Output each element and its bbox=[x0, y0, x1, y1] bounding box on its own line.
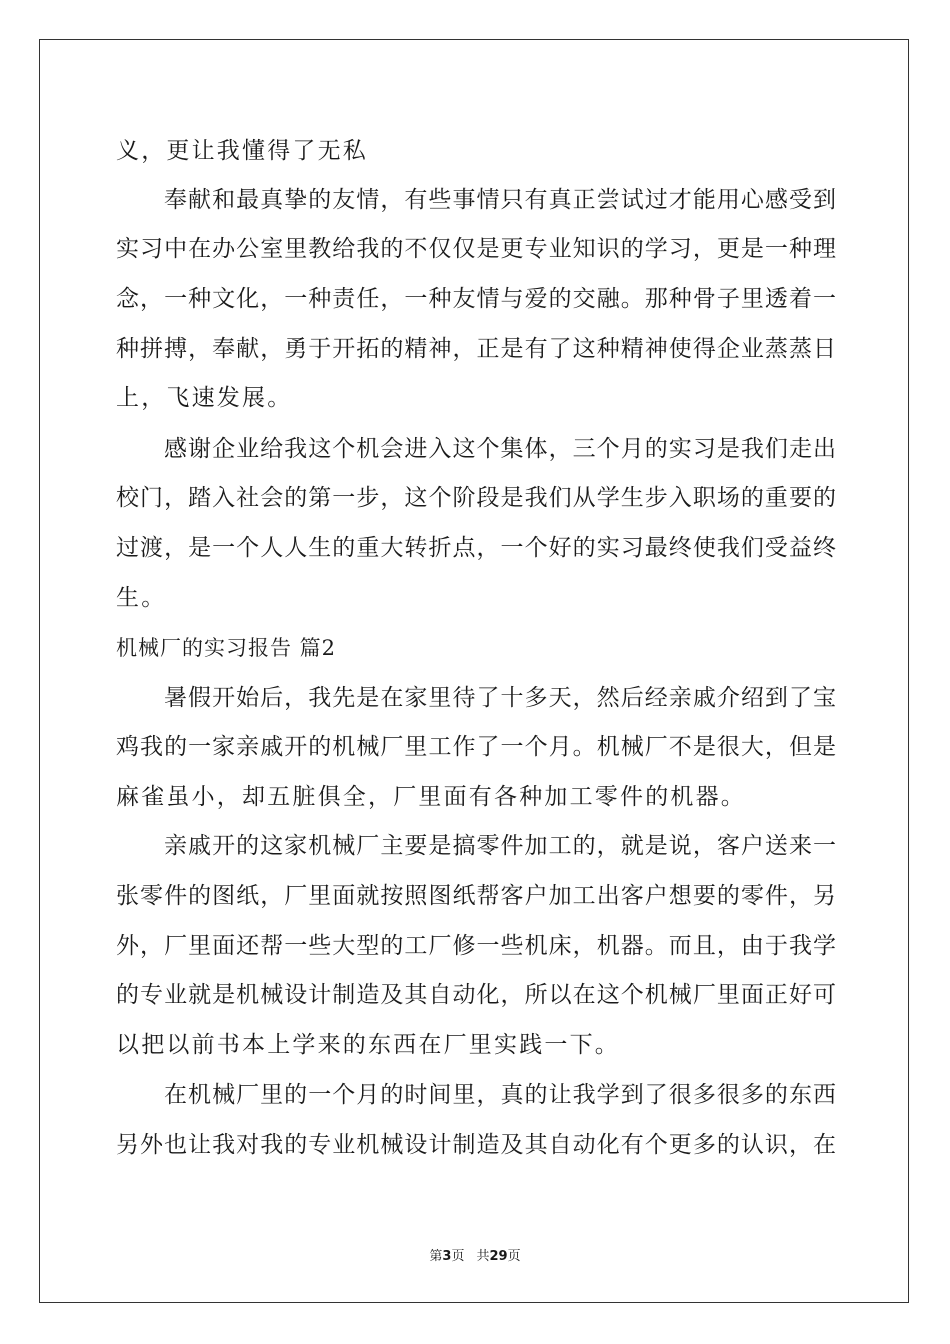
paragraph-line: 义，更让我懂得了无私 bbox=[116, 138, 368, 164]
page-border bbox=[39, 39, 909, 1303]
paragraph-line: 暑假开始后，我先是在家里待了十多天，然后经亲戚介绍到了宝 bbox=[164, 685, 836, 711]
paragraph-line: 另外也让我对我的专业机械设计制造及其自动化有个更多的认识，在 bbox=[116, 1132, 836, 1158]
paragraph-line: 外，厂里面还帮一些大型的工厂修一些机床，机器。而且，由于我学 bbox=[116, 933, 836, 959]
section-heading: 机械厂的实习报告 篇2 bbox=[116, 636, 337, 660]
paragraph-line: 在机械厂里的一个月的时间里，真的让我学到了很多很多的东西 bbox=[164, 1082, 836, 1108]
paragraph-line: 亲戚开的这家机械厂主要是搞零件加工的，就是说，客户送来一 bbox=[164, 833, 836, 859]
paragraph-line: 以把以前书本上学来的东西在厂里实践一下。 bbox=[116, 1032, 620, 1058]
page-footer bbox=[0, 1245, 950, 1264]
paragraph-line: 念，一种文化，一种责任，一种友情与爱的交融。那种骨子里透着一 bbox=[116, 286, 836, 312]
paragraph-line: 生。 bbox=[116, 585, 167, 611]
paragraph-line: 麻雀虽小，却五脏俱全，厂里面有各种加工零件的机器。 bbox=[116, 784, 746, 810]
paragraph-line: 种拼搏，奉献，勇于开拓的精神，正是有了这种精神使得企业蒸蒸日 bbox=[116, 336, 836, 362]
paragraph-line: 校门，踏入社会的第一步，这个阶段是我们从学生步入职场的重要的 bbox=[116, 485, 836, 511]
paragraph-line: 的专业就是机械设计制造及其自动化，所以在这个机械厂里面正好可 bbox=[116, 982, 836, 1008]
paragraph-line: 鸡我的一家亲戚开的机械厂里工作了一个月。机械厂不是很大，但是 bbox=[116, 734, 836, 760]
page-total: 共29页 bbox=[476, 1249, 521, 1264]
paragraph-line: 奉献和最真挚的友情，有些事情只有真正尝试过才能用心感受到 bbox=[164, 187, 836, 213]
paragraph-line: 张零件的图纸，厂里面就按照图纸帮客户加工出客户想要的零件，另 bbox=[116, 883, 836, 909]
paragraph-line: 感谢企业给我这个机会进入这个集体，三个月的实习是我们走出 bbox=[164, 436, 836, 462]
paragraph-line: 实习中在办公室里教给我的不仅仅是更专业知识的学习，更是一种理 bbox=[116, 236, 836, 262]
paragraph-line: 上，飞速发展。 bbox=[116, 385, 293, 411]
page-number: 第3页 bbox=[429, 1249, 465, 1264]
paragraph-line: 过渡，是一个人人生的重大转折点，一个好的实习最终使我们受益终 bbox=[116, 535, 836, 561]
